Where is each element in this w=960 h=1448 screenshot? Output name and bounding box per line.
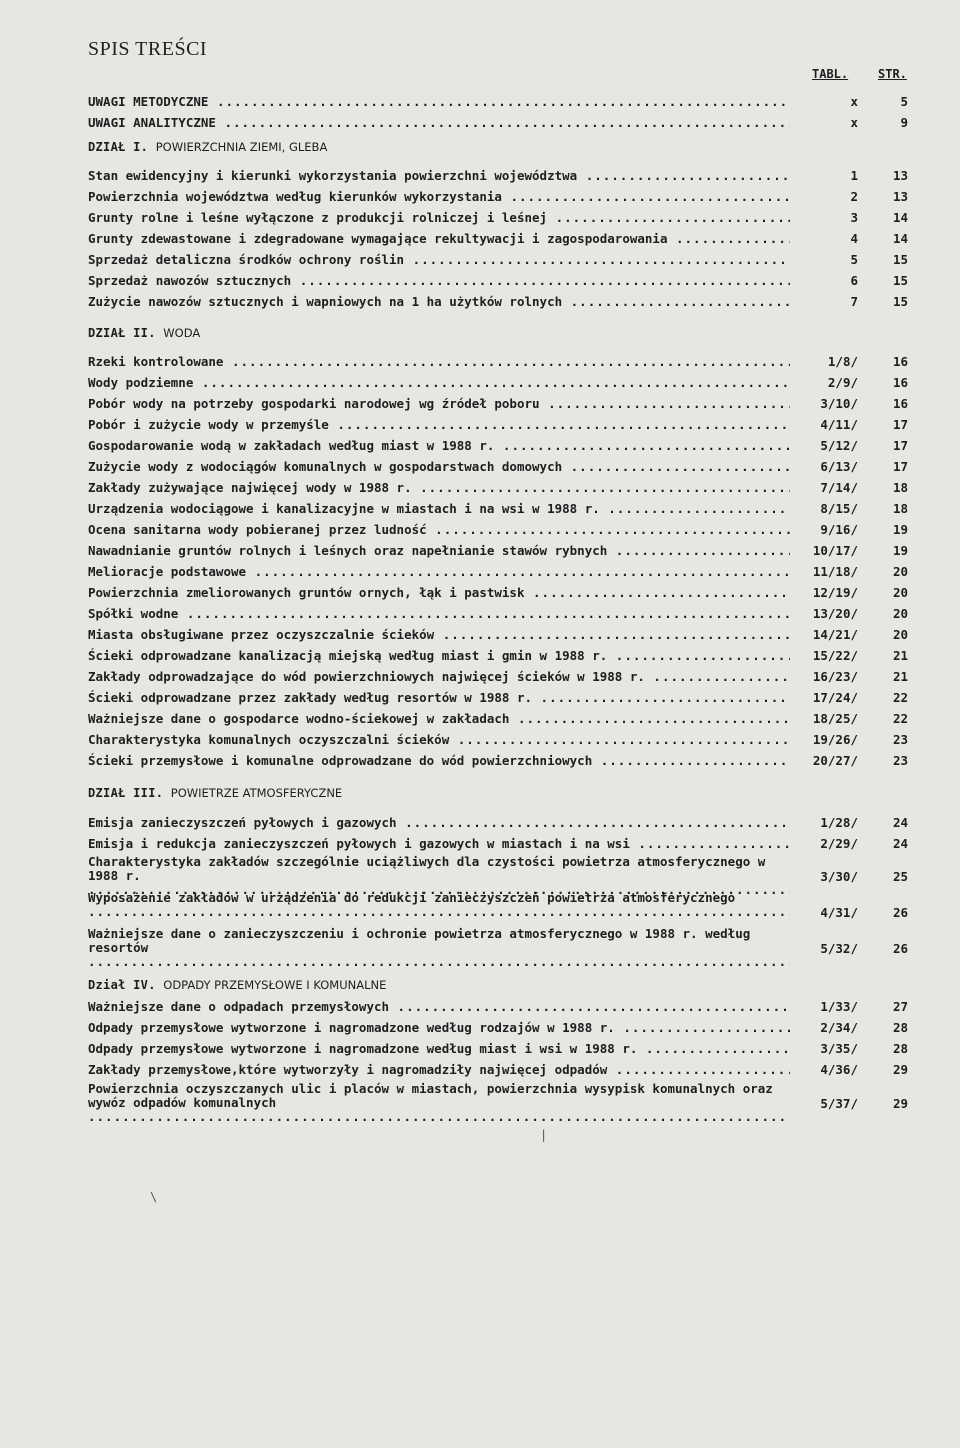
entry-page-number: 23 (892, 753, 908, 768)
entry-title: Gospodarowanie wodą w zakładach według miast w 1988 r. ..... (88, 438, 790, 454)
entry-table-number: 15/22/ (812, 648, 858, 663)
toc-entry[interactable] (88, 1082, 920, 1114)
entry-table-number: 9/16/ (820, 522, 858, 537)
toc-entry[interactable] (88, 210, 920, 226)
entry-title: Ocena sanitarna wody pobieranej przez ludność ..... (88, 522, 790, 538)
entry-page-number: 18 (892, 480, 908, 495)
toc-entry[interactable] (88, 459, 920, 475)
entry-page-number: 28 (892, 1041, 908, 1056)
entry-table-number: 4 (850, 231, 858, 246)
entry-page-number: 15 (892, 294, 908, 309)
entry-table-number: 18/25/ (812, 711, 858, 726)
entry-title: Ważniejsze dane o gospodarce wodno-ściekowej w zakładach ..... (88, 711, 790, 727)
entry-table-number: 1/28/ (820, 815, 858, 830)
toc-entry[interactable] (88, 999, 920, 1015)
section-title: WODA (163, 326, 201, 340)
toc-entry[interactable] (88, 522, 920, 538)
toc-entry[interactable] (88, 627, 920, 643)
entry-table-number: 3/10/ (820, 396, 858, 411)
section-label: DZIAŁ III. (88, 786, 164, 800)
entry-title: Ważniejsze dane o odpadach przemysłowych ..... (88, 999, 790, 1015)
entry-table-number: 16/23/ (812, 669, 858, 684)
scan-mark: \ (150, 1190, 158, 1204)
toc-entry[interactable] (88, 564, 920, 580)
toc-entry[interactable] (88, 543, 920, 559)
entry-page-number: 19 (892, 522, 908, 537)
toc-entry[interactable] (88, 732, 920, 748)
entry-page-number: 26 (892, 941, 908, 956)
toc-entry[interactable] (88, 501, 920, 517)
toc-entry[interactable] (88, 115, 920, 131)
toc-entry[interactable] (88, 836, 920, 852)
entry-title: Pobór i zużycie wody w przemyśle ..... (88, 417, 790, 433)
entry-title: Wody podziemne ..... (88, 375, 790, 391)
entry-title: Ścieki odprowadzane przez zakłady według resortów w 1988 r. ..... (88, 690, 790, 706)
entry-page-number: 29 (892, 1096, 908, 1111)
entry-table-number: 3/30/ (820, 869, 858, 884)
section-label: Dział IV. (88, 978, 156, 992)
entry-page-number: 24 (892, 836, 908, 851)
entry-page-number: 18 (892, 501, 908, 516)
entry-page-number: 28 (892, 1020, 908, 1035)
section-label: DZIAŁ I. (88, 140, 149, 154)
entry-title: Zużycie nawozów sztucznych i wapniowych na 1 ha użytków rolnych ..... (88, 294, 790, 310)
entry-title: Ścieki przemysłowe i komunalne odprowadzane do wód powierzchniowych ..... (88, 753, 790, 769)
entry-table-number: 4/36/ (820, 1062, 858, 1077)
entry-page-number: 26 (892, 905, 908, 920)
entry-title: Charakterystyka komunalnych oczyszczalni ścieków ..... (88, 732, 790, 748)
entry-page-number: 27 (892, 999, 908, 1014)
entry-table-number: 6/13/ (820, 459, 858, 474)
entry-title: Sprzedaż detaliczna środków ochrony roślin ..... (88, 252, 790, 268)
section-label: DZIAŁ II. (88, 326, 156, 340)
entry-title: Wyposażenie zakładów w urządzenia do redukcji zanieczyszczeń powietrza atmosferycznego ..... (88, 891, 790, 919)
entry-table-number: 4/31/ (820, 905, 858, 920)
entry-table-number: 1/33/ (820, 999, 858, 1014)
entry-title: UWAGI ANALITYCZNE ..... (88, 115, 790, 131)
toc-entry[interactable] (88, 585, 920, 601)
entry-title: Zakłady przemysłowe,które wytworzyły i nagromadziły najwięcej odpadów ..... (88, 1062, 790, 1078)
entry-page-number: 17 (892, 438, 908, 453)
entry-page-number: 16 (892, 396, 908, 411)
entry-title: Melioracje podstawowe ..... (88, 564, 790, 580)
entry-page-number: 13 (892, 168, 908, 183)
section-heading (88, 978, 386, 992)
section-title: POWIETRZE ATMOSFERYCZNE (170, 786, 343, 800)
entry-table-number: 12/19/ (812, 585, 858, 600)
toc-entry[interactable] (88, 690, 920, 706)
entry-page-number: 22 (892, 711, 908, 726)
toc-entry[interactable] (88, 189, 920, 205)
entry-table-number: 2/9/ (827, 375, 858, 390)
toc-entry[interactable] (88, 252, 920, 268)
entry-page-number: 14 (892, 231, 908, 246)
entry-title: Grunty zdewastowane i zdegradowane wymagające rekultywacji i zagospodarowania ..... (88, 231, 790, 247)
entry-table-number: 4/11/ (820, 417, 858, 432)
entry-page-number: 20 (892, 627, 908, 642)
section-title: ODPADY PRZEMYSŁOWE I KOMUNALNE (163, 978, 387, 992)
toc-entry[interactable] (88, 396, 920, 412)
section-heading (88, 786, 342, 800)
entry-table-number: x (850, 94, 858, 109)
entry-title: Rzeki kontrolowane ..... (88, 354, 790, 370)
toc-entry[interactable] (88, 375, 920, 391)
entry-page-number: 21 (892, 648, 908, 663)
toc-entry[interactable] (88, 438, 920, 454)
toc-entry[interactable] (88, 648, 920, 664)
entry-page-number: 20 (892, 606, 908, 621)
entry-page-number: 24 (892, 815, 908, 830)
entry-page-number: 14 (892, 210, 908, 225)
section-heading (88, 140, 327, 154)
toc-entry[interactable] (88, 417, 920, 433)
entry-title: Ścieki odprowadzane kanalizacją miejską według miast i gmin w 1988 r. ..... (88, 648, 790, 664)
toc-entry[interactable] (88, 927, 920, 959)
entry-title: Ważniejsze dane o zanieczyszczeniu i ochronie powietrza atmosferycznego w 1988 r. według resortów ..... (88, 927, 790, 969)
entry-table-number: 7 (850, 294, 858, 309)
page-title: SPIS TREŚCI (88, 38, 208, 60)
entry-title: Miasta obsługiwane przez oczyszczalnie ścieków ..... (88, 627, 790, 643)
entry-table-number: 14/21/ (812, 627, 858, 642)
toc-entry[interactable] (88, 1062, 920, 1078)
entry-table-number: 13/20/ (812, 606, 858, 621)
entry-table-number: 8/15/ (820, 501, 858, 516)
toc-entry[interactable] (88, 891, 920, 923)
entry-page-number: 16 (892, 354, 908, 369)
entry-title: Zużycie wody z wodociągów komunalnych w gospodarstwach domowych ..... (88, 459, 790, 475)
entry-title: Emisja zanieczyszczeń pyłowych i gazowych ..... (88, 815, 790, 831)
entry-page-number: 21 (892, 669, 908, 684)
entry-title: UWAGI METODYCZNE ..... (88, 94, 790, 110)
toc-entry[interactable] (88, 753, 920, 769)
entry-page-number: 19 (892, 543, 908, 558)
entry-page-number: 15 (892, 252, 908, 267)
entry-page-number: 17 (892, 459, 908, 474)
entry-title: Emisja i redukcja zanieczyszczeń pyłowych i gazowych w miastach i na wsi ..... (88, 836, 790, 852)
column-header-tabl: TABL. (812, 67, 849, 81)
entry-page-number: 20 (892, 564, 908, 579)
entry-title: Powierzchnia oczyszczanych ulic i placów w miastach, powierzchnia wysypisk komunalnych oraz wywóz odpadów komunalnych ..... (88, 1082, 790, 1124)
entry-title: Sprzedaż nawozów sztucznych ..... (88, 273, 790, 289)
entry-table-number: 5 (850, 252, 858, 267)
entry-table-number: 2/34/ (820, 1020, 858, 1035)
column-header-str: STR. (878, 67, 907, 81)
toc-entry[interactable] (88, 94, 920, 110)
toc-entry[interactable] (88, 231, 920, 247)
entry-table-number: 7/14/ (820, 480, 858, 495)
entry-title: Stan ewidencyjny i kierunki wykorzystania powierzchni województwa ..... (88, 168, 790, 184)
entry-title: Zakłady zużywające najwięcej wody w 1988 r. ..... (88, 480, 790, 496)
entry-table-number: 17/24/ (812, 690, 858, 705)
entry-title: Odpady przemysłowe wytworzone i nagromadzone według miast i wsi w 1988 r. ..... (88, 1041, 790, 1057)
entry-page-number: 20 (892, 585, 908, 600)
entry-table-number: 3 (850, 210, 858, 225)
section-heading (88, 326, 200, 340)
toc-entry[interactable] (88, 168, 920, 184)
entry-table-number: 1 (850, 168, 858, 183)
toc-entry[interactable] (88, 480, 920, 496)
toc-entry[interactable] (88, 606, 920, 622)
entry-title: Nawadnianie gruntów rolnych i leśnych oraz napełnianie stawów rybnych ..... (88, 543, 790, 559)
entry-title: Powierzchnia województwa według kierunków wykorzystania ..... (88, 189, 790, 205)
entry-table-number: 10/17/ (812, 543, 858, 558)
toc-entry[interactable] (88, 855, 920, 887)
entry-title: Pobór wody na potrzeby gospodarki narodowej wg źródeł poboru ..... (88, 396, 790, 412)
entry-table-number: x (850, 115, 858, 130)
entry-page-number: 13 (892, 189, 908, 204)
entry-table-number: 3/35/ (820, 1041, 858, 1056)
entry-table-number: 5/12/ (820, 438, 858, 453)
entry-title: Urządzenia wodociągowe i kanalizacyjne w miastach i na wsi w 1988 r. ..... (88, 501, 790, 517)
entry-title: Odpady przemysłowe wytworzone i nagromadzone według rodzajów w 1988 r. ..... (88, 1020, 790, 1036)
toc-entry[interactable] (88, 815, 920, 831)
entry-title: Zakłady odprowadzające do wód powierzchniowych najwięcej ścieków w 1988 r. ..... (88, 669, 790, 685)
toc-entry[interactable] (88, 669, 920, 685)
entry-page-number: 9 (900, 115, 908, 130)
section-title: POWIERZCHNIA ZIEMI, GLEBA (155, 140, 328, 154)
entry-title: Charakterystyka zakładów szczególnie uciążliwych dla czystości powietrza atmosferycznego w 1988 r. ..... (88, 855, 790, 897)
entry-table-number: 1/8/ (827, 354, 858, 369)
toc-entry[interactable] (88, 1020, 920, 1036)
toc-entry[interactable] (88, 1041, 920, 1057)
entry-title: Spółki wodne ..... (88, 606, 790, 622)
entry-page-number: 17 (892, 417, 908, 432)
entry-table-number: 20/27/ (812, 753, 858, 768)
toc-entry[interactable] (88, 711, 920, 727)
toc-entry[interactable] (88, 294, 920, 310)
scan-mark: | (540, 1128, 548, 1142)
entry-page-number: 29 (892, 1062, 908, 1077)
entry-table-number: 6 (850, 273, 858, 288)
entry-page-number: 23 (892, 732, 908, 747)
toc-entry[interactable] (88, 273, 920, 289)
entry-page-number: 5 (900, 94, 908, 109)
entry-table-number: 5/37/ (820, 1096, 858, 1111)
toc-entry[interactable] (88, 354, 920, 370)
entry-table-number: 19/26/ (812, 732, 858, 747)
entry-table-number: 2/29/ (820, 836, 858, 851)
entry-title: Powierzchnia zmeliorowanych gruntów ornych, łąk i pastwisk ..... (88, 585, 790, 601)
entry-table-number: 11/18/ (812, 564, 858, 579)
entry-table-number: 2 (850, 189, 858, 204)
entry-title: Grunty rolne i leśne wyłączone z produkcji rolniczej i leśnej ..... (88, 210, 790, 226)
entry-page-number: 25 (892, 869, 908, 884)
entry-page-number: 22 (892, 690, 908, 705)
entry-page-number: 15 (892, 273, 908, 288)
entry-page-number: 16 (892, 375, 908, 390)
entry-table-number: 5/32/ (820, 941, 858, 956)
